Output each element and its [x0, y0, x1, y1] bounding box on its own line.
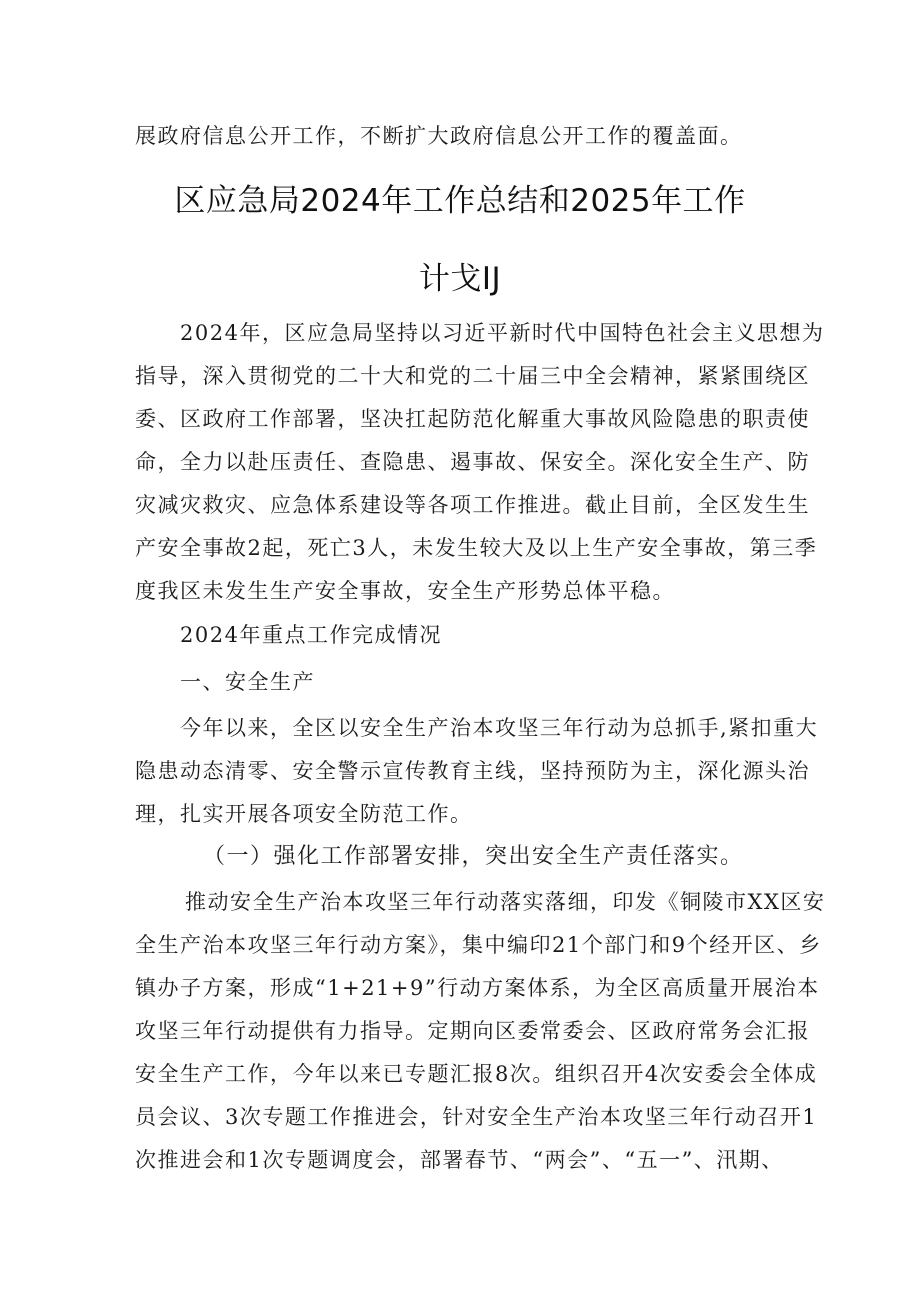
paragraph-line: 安全生产工作，今年以来已专题汇报8次。组织召开4次安委会全体成	[135, 1062, 818, 1086]
paragraph-line: 度我区未发生生产安全事故，安全生产形势总体平稳。	[135, 579, 675, 603]
paragraph-line: 次推进会和1次专题调度会，部署春节、“两会”、“五一”、汛期、	[135, 1148, 784, 1172]
paragraph-line: 镇办子方案，形成“1+21+9”行动方案体系，为全区高质量开展治本	[135, 976, 820, 1000]
document-title-line-2: 计戈IJ	[418, 261, 502, 297]
paragraph-line: 灾减灾救灾、应急体系建设等各项工作推进。截止目前，全区发生生	[135, 493, 810, 517]
subsection-heading: 一、安全生产	[180, 670, 315, 694]
section-heading: 2024年重点工作完成情况	[180, 623, 442, 647]
paragraph-line: 员会议、3次专题工作推进会，针对安全生产治本攻坚三年行动召开1	[135, 1105, 818, 1129]
paragraph-line: 命，全力以赴压责任、查隐患、遏事故、保安全。深化安全生产、防	[135, 450, 810, 474]
paragraph-line: 指导，深入贯彻党的二十大和党的二十届三中全会精神，紧紧围绕区	[135, 364, 810, 388]
paragraph-line: 推动安全生产治本攻坚三年行动落实落细，印发《铜陵市XX区安	[185, 890, 826, 914]
paragraph-line: 攻坚三年行动提供有力指导。定期向区委常委会、区政府常务会汇报	[135, 1019, 810, 1043]
carryover-text-line: 展政府信息公开工作，不断扩大政府信息公开工作的覆盖面。	[135, 124, 743, 148]
item-heading: （一）强化工作部署安排，突出安全生产责任落实。	[203, 844, 744, 869]
paragraph-line: 理，扎实开展各项安全防范工作。	[135, 802, 473, 826]
paragraph-line: 委、区政府工作部署，坚决扛起防范化解重大事故风险隐患的职责使	[135, 407, 810, 431]
paragraph-line: 隐患动态清零、安全警示宣传教育主线，坚持预防为主，深化源头治	[135, 759, 810, 783]
paragraph-line: 今年以来，全区以安全生产治本攻坚三年行动为总抓手,紧扣重大	[180, 716, 819, 740]
paragraph-line: 2024年，区应急局坚持以习近平新时代中国特色社会主义思想为	[180, 321, 825, 345]
paragraph-line: 产安全事故2起，死亡3人，未发生较大及以上生产安全事故，第三季	[135, 536, 818, 560]
document-title-line-1: 区应急局2024年工作总结和2025年工作	[174, 183, 746, 219]
paragraph-line: 全生产治本攻坚三年行动方案》，集中编印21个部门和9个经开区、乡	[135, 933, 822, 957]
